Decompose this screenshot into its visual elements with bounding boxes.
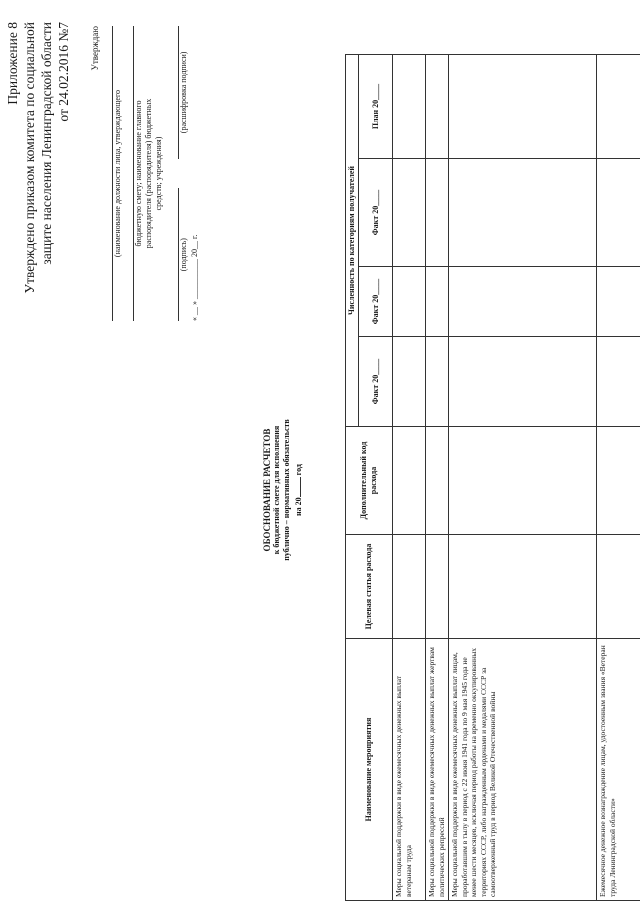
col-fact1-header: Факт 20____	[359, 337, 393, 427]
position-line	[102, 26, 113, 321]
title-line-3: публично – нормативных обязательств	[282, 419, 291, 561]
decoding-line	[168, 26, 179, 159]
table-cell	[393, 54, 426, 158]
table-row	[393, 54, 426, 900]
table-row	[426, 54, 449, 900]
calculation-table	[345, 54, 640, 901]
table-cell	[426, 267, 449, 337]
approval-signature-block	[90, 26, 200, 321]
title-year-prefix: на 20	[294, 497, 303, 516]
decoding-caption: (расшифровка подписи)	[179, 51, 188, 134]
table-cell	[426, 337, 449, 427]
order-date: от 24.02.2016 №7	[56, 22, 71, 122]
budget-line	[123, 26, 134, 321]
row-name-cell: Меры социальной поддержки в виде ежемесячных денежных выплат жертвам политических репрессий	[426, 639, 449, 901]
approve-header: Утверждаю	[90, 26, 100, 71]
col-plan-header: План 20____	[359, 54, 393, 158]
col-fact3-header: Факт 20____	[359, 159, 393, 267]
position-caption: (наименование должности лица, утверждающего	[113, 89, 122, 258]
table-cell	[426, 535, 449, 639]
document-title-block	[262, 325, 304, 655]
signature-line	[168, 188, 179, 321]
budget-caption-3: средств; учреждения)	[154, 136, 163, 211]
table-row	[449, 54, 597, 900]
row-name-cell: Меры социальной поддержки в виде ежемесячных денежных выплат лицам, проработавшим в тылу в период с 22 июня 1941 года по 9 мая 1945 года не менее шести месяцев, исключая период работы на временно оккупированных территориях СССР, либо награжденным орденами и медалями СССР за самоотверженный труд в период Великой Отечественной войны	[449, 639, 597, 901]
col-group-header: Численность по категориям получателей	[346, 54, 359, 426]
table-cell	[449, 337, 597, 427]
table-cell	[393, 535, 426, 639]
table-cell	[449, 54, 597, 158]
table-cell	[449, 427, 597, 535]
table-cell	[597, 427, 640, 535]
approval-date-line: « __ » __________ 20__ г.	[190, 234, 199, 321]
appendix-number: Приложение 8	[5, 22, 20, 105]
title-year-line	[292, 325, 304, 655]
row-name-cell: Меры социальной поддержки в виде ежемесячных денежных выплат ветеранам труда	[393, 639, 426, 901]
year-blank	[292, 477, 301, 497]
col-code-header: Дополнительный код расхода	[346, 427, 393, 535]
table-cell	[393, 337, 426, 427]
table-cell	[426, 159, 449, 267]
document-title: ОБОСНОВАНИЕ РАСЧЕТОВ	[262, 428, 272, 552]
table-row	[597, 54, 640, 900]
budget-caption-1: бюджетную смету; наименование главного	[134, 100, 143, 247]
table-cell	[597, 535, 640, 639]
signature-captions	[179, 26, 189, 321]
col-article-header: Целевая статья расхода	[346, 535, 393, 639]
table-cell	[449, 267, 597, 337]
table-cell	[597, 159, 640, 267]
title-line-2: к бюджетной смете для исполнения	[272, 425, 281, 555]
col-name-header: Наименование мероприятия	[346, 639, 393, 901]
order-line-1: Утверждено приказом комитета по социальной	[22, 22, 37, 294]
table-cell	[597, 337, 640, 427]
approval-order-block	[4, 22, 72, 342]
table-cell	[449, 159, 597, 267]
signature-caption: (подпись)	[179, 238, 188, 272]
budget-caption-2: распорядителя (распорядителя) бюджетных	[144, 98, 153, 249]
table-cell	[426, 54, 449, 158]
signature-lines	[168, 26, 179, 321]
table-cell	[449, 535, 597, 639]
header-row-1	[346, 54, 359, 900]
table-cell	[597, 54, 640, 158]
table-cell	[597, 267, 640, 337]
title-year-suffix: год	[294, 464, 303, 476]
table-cell	[393, 267, 426, 337]
table-cell	[393, 427, 426, 535]
row-name-cell: Ежемесячное денежное вознаграждение лицам, удостоенным звания «Ветеран труда Ленинградской области»	[597, 639, 640, 901]
order-line-2: защите населения Ленинградской области	[39, 22, 54, 265]
table-cell	[393, 159, 426, 267]
col-fact2-header: Факт 20____	[359, 267, 393, 337]
table-cell	[426, 427, 449, 535]
